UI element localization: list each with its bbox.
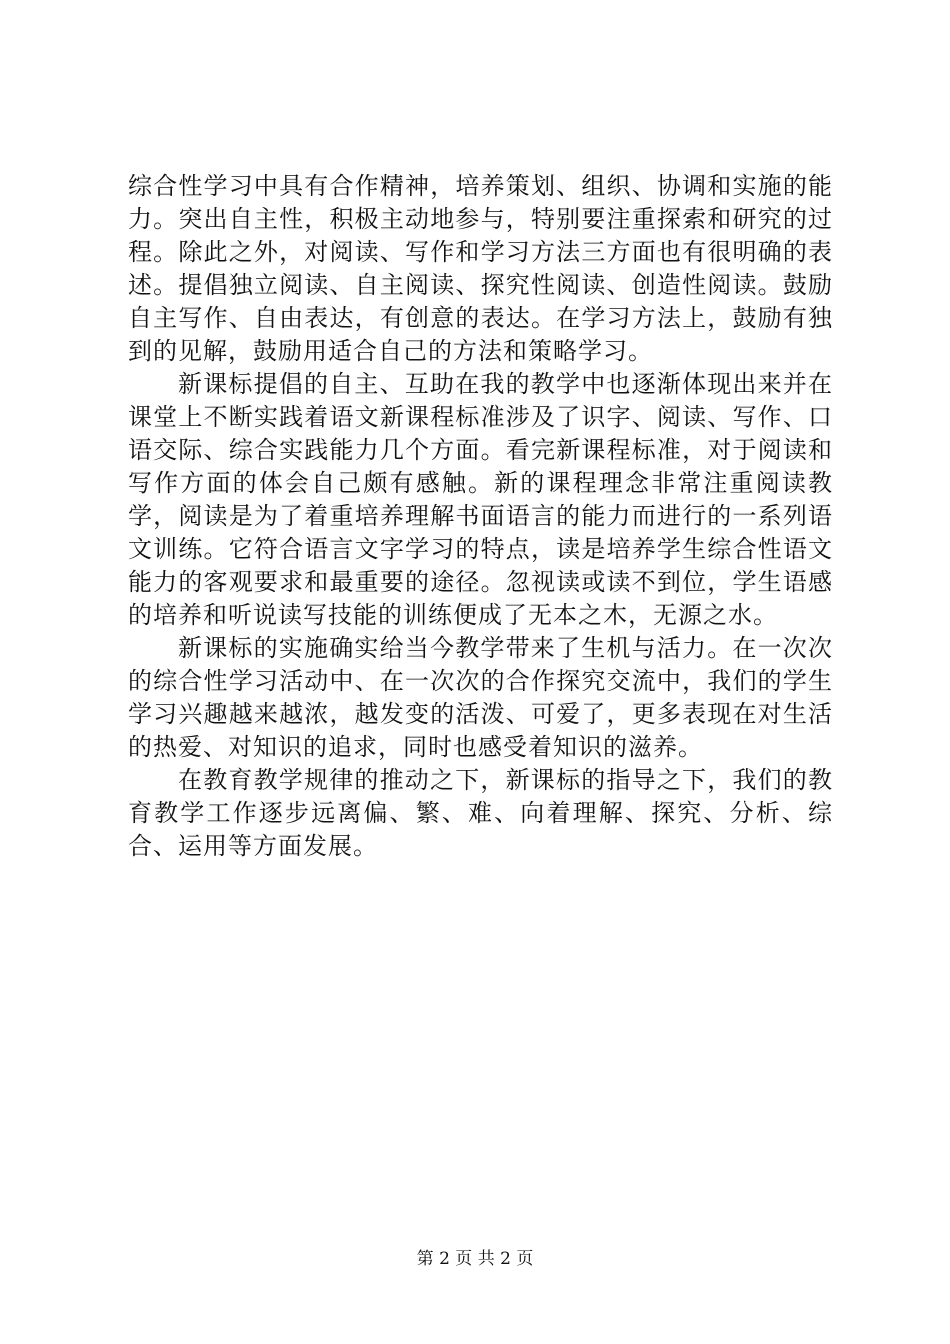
- paragraph-1: 综合性学习中具有合作精神，培养策划、组织、协调和实施的能力。突出自主性，积极主动地参与，特别要注重探索和研究的过程。除此之外，对阅读、写作和学习方法三方面也有很明确的表述。提倡独立阅读、自主阅读、探究性阅读、创造性阅读。鼓励自主写作、自由表达，有创意的表达。在学习方法上，鼓励有独到的见解，鼓励用适合自己的方法和策略学习。: [128, 172, 833, 365]
- paragraph-4: 在教育教学规律的推动之下，新课标的指导之下，我们的教育教学工作逐步远离偏、繁、难、向着理解、探究、分析、综合、运用等方面发展。: [128, 766, 833, 860]
- paragraph-2: 新课标提倡的自主、互助在我的教学中也逐渐体现出来并在课堂上不断实践着语文新课程标准涉及了识字、阅读、写作、口语交际、综合实践能力几个方面。看完新课程标准，对于阅读和写作方面的体会自己颇有感触。新的课程理念非常注重阅读教学，阅读是为了着重培养理解书面语言的能力而进行的一系列语文训练。它符合语言文字学习的特点，读是培养学生综合性语文能力的客观要求和最重要的途径。忽视读或读不到位，学生语感的培养和听说读写技能的训练便成了无本之木，无源之水。: [128, 370, 833, 629]
- document-body: [128, 170, 833, 863]
- paragraph-3: 新课标的实施确实给当今教学带来了生机与活力。在一次次的综合性学习活动中、在一次次的合作探究交流中，我们的学生学习兴趣越来越浓，越发变的活泼、可爱了，更多表现在对生活的热爱、对知识的追求，同时也感受着知识的滋养。: [128, 634, 833, 761]
- page-footer: 第 2 页 共 2 页: [416, 1249, 534, 1269]
